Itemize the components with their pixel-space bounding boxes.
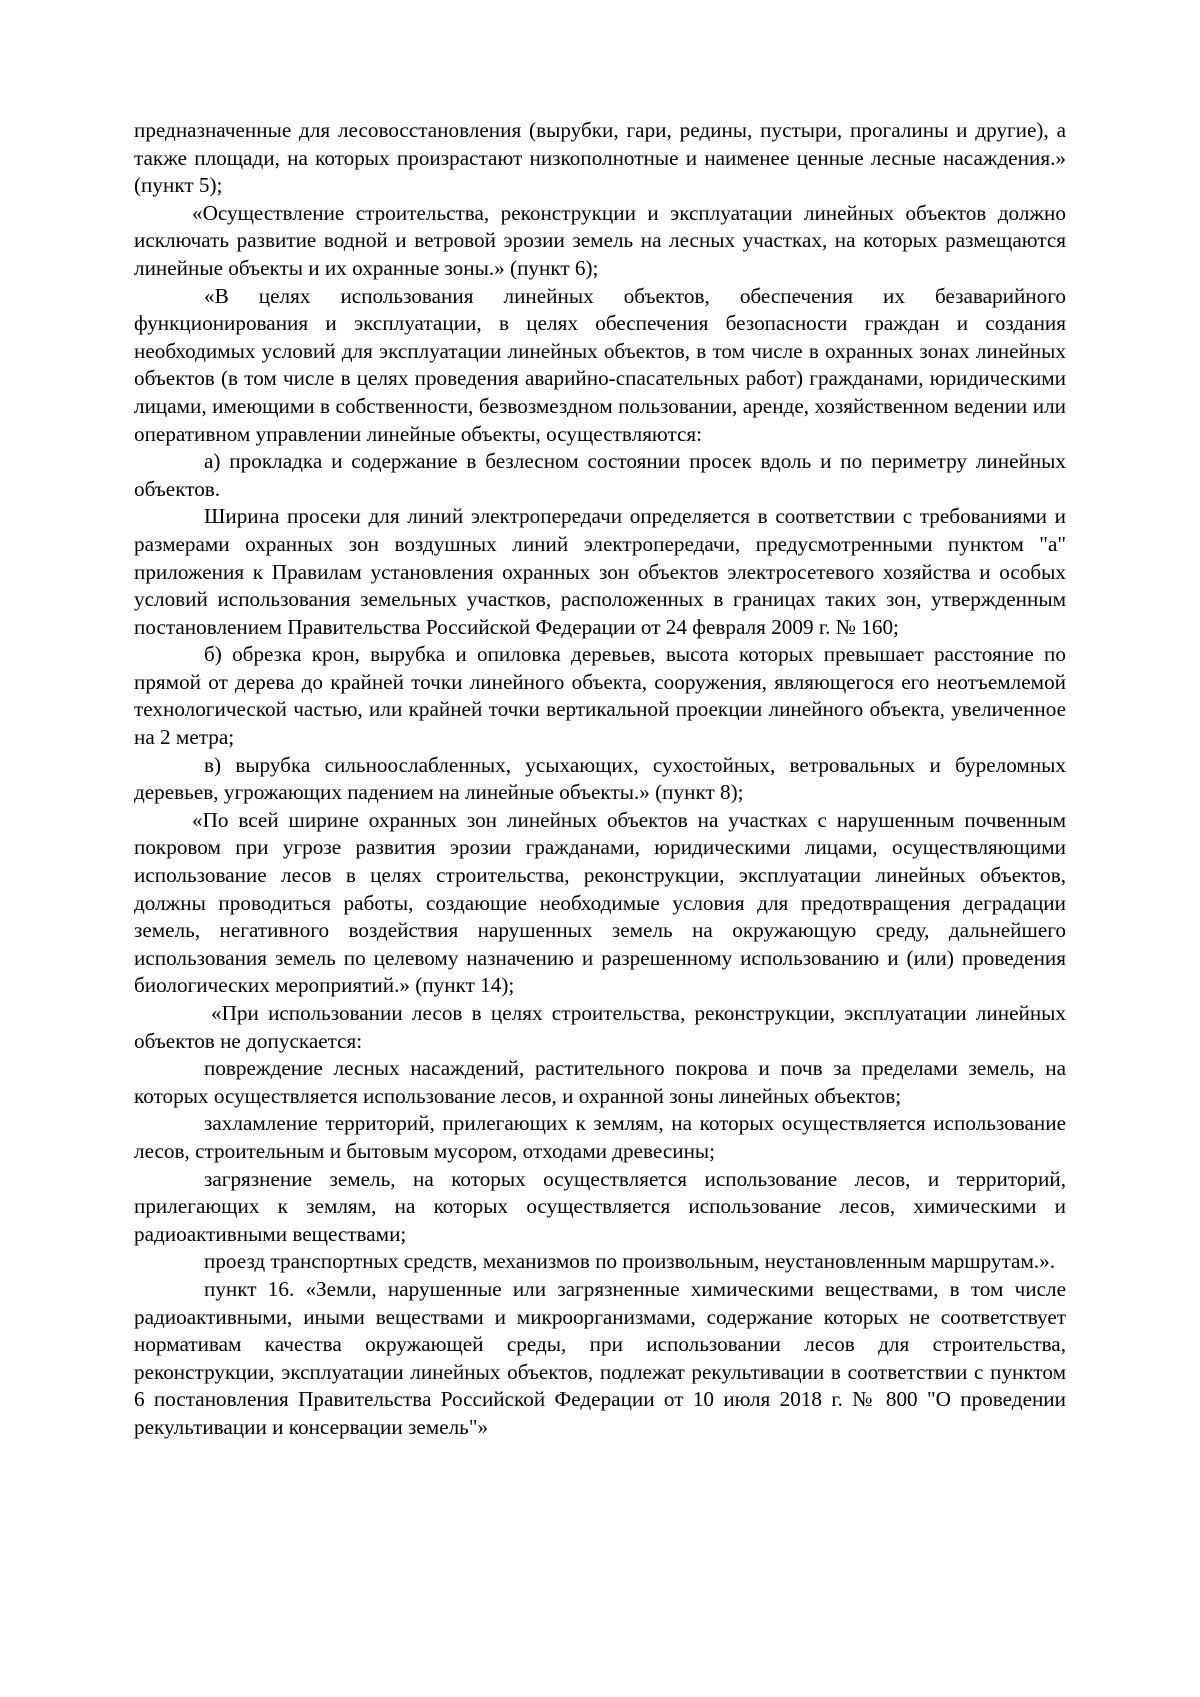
paragraph-continuation-punkt-5: предназначенные для лесовосстановления (вырубки, гари, редины, пустыри, прогалины и другие), а также площади, на которых произрастают низкополнотные и наименее ценные лесные насаждения.» (пункт 5);	[134, 118, 1066, 198]
paragraph-item-b: б) обрезка крон, вырубка и опиловка деревьев, высота которых превышает расстояние по прямой от дерева до крайней точки линейного объекта, сооружения, являющегося его неотъемлемой технологической частью, или крайней точки вертикальной проекции линейного объекта, увеличенное на 2 метра;	[134, 642, 1066, 750]
paragraph-prohibited-driving: проезд транспортных средств, механизмов по произвольным, неустановленным маршрутам.».	[204, 1249, 1056, 1274]
paragraph-item-v: в) вырубка сильноослабленных, усыхающих, сухостойных, ветровальных и буреломных деревьев, угрожающих падением на линейные объекты.» (пункт 8);	[134, 752, 1066, 805]
paragraph-punkt-8-intro: «В целях использования линейных объектов, обеспечения их безаварийного функционирования и эксплуатации, в целях обеспечения безопасности граждан и создания необходимых условий для эксплуатации линейных объектов, в том числе в охранных зонах линейных объектов (в том числе в целях проведения аварийно-спасательных работ) гражданами, юридическими лицами, имеющими в собственности, безвозмездном пользовании, аренде, хозяйственном ведении или оперативном управлении линейные объекты, осуществляются:	[134, 283, 1066, 446]
paragraph-prohibited-pollution: загрязнение земель, на которых осуществляется использование лесов, и территорий, прилегающих к землям, на которых осуществляется использование лесов, химическими и радиоактивными веществами;	[134, 1166, 1066, 1246]
paragraph-punkt-16: пункт 16. «Земли, нарушенные или загрязненные химическими веществами, в том числе радиоактивными, иными веществами и микроорганизмами, содержание которых не соответствует нормативам качества окружающей среды, при использовании лесов для строительства, реконструкции, эксплуатации линейных объектов, подлежат рекультивации в соответствии с пунктом 6 постановления Правительства Российской Федерации от 10 июля 2018 г. № 800 "О проведении рекультивации и консервации земель"»	[134, 1276, 1066, 1439]
paragraph-prohibited-littering: захламление территорий, прилегающих к землям, на которых осуществляется использование лесов, строительным и бытовым мусором, отходами древесины;	[134, 1111, 1066, 1163]
paragraph-prohibited-intro: «При использовании лесов в целях строительства, реконструкции, эксплуатации линейных объектов не допускается:	[134, 1001, 1066, 1053]
paragraph-item-a: а) прокладка и содержание в безлесном состоянии просек вдоль и по периметру линейных объектов.	[134, 449, 1066, 501]
paragraph-prosek-width: Ширина просеки для линий электропередачи определяется в соответствии с требованиями и размерами охранных зон воздушных линий электропередачи, предусмотренными пунктом "а" приложения к Правилам установления охранных зон объектов электросетевого хозяйства и особых условий использования земельных участков, расположенных в границах таких зон, утвержденным постановлением Правительства Российской Федерации от 24 февраля 2009 г. № 160;	[134, 504, 1066, 639]
paragraph-punkt-14: «По всей ширине охранных зон линейных объектов на участках с нарушенным почвенным покровом при угрозе развития эрозии гражданами, юридическими лицами, осуществляющими использование лесов в целях строительства, реконструкции, эксплуатации линейных объектов, должны проводиться работы, создающие необходимые условия для предотвращения деградации земель, негативного воздействия нарушенных земель на окружающую среду, дальнейшего использования земель по целевому назначению и разрешенному использованию и (или) проведения биологических мероприятий.» (пункт 14);	[134, 807, 1066, 998]
paragraph-prohibited-damage: повреждение лесных насаждений, растительного покрова и почв за пределами земель, на которых осуществляется использование лесов, и охранной зоны линейных объектов;	[134, 1056, 1066, 1108]
paragraph-punkt-6: «Осуществление строительства, реконструкции и эксплуатации линейных объектов должно исключать развитие водной и ветровой эрозии земель на лесных участках, на которых размещаются линейные объекты и их охранные зоны.» (пункт 6);	[134, 200, 1066, 280]
document-page	[134, 117, 1066, 1442]
